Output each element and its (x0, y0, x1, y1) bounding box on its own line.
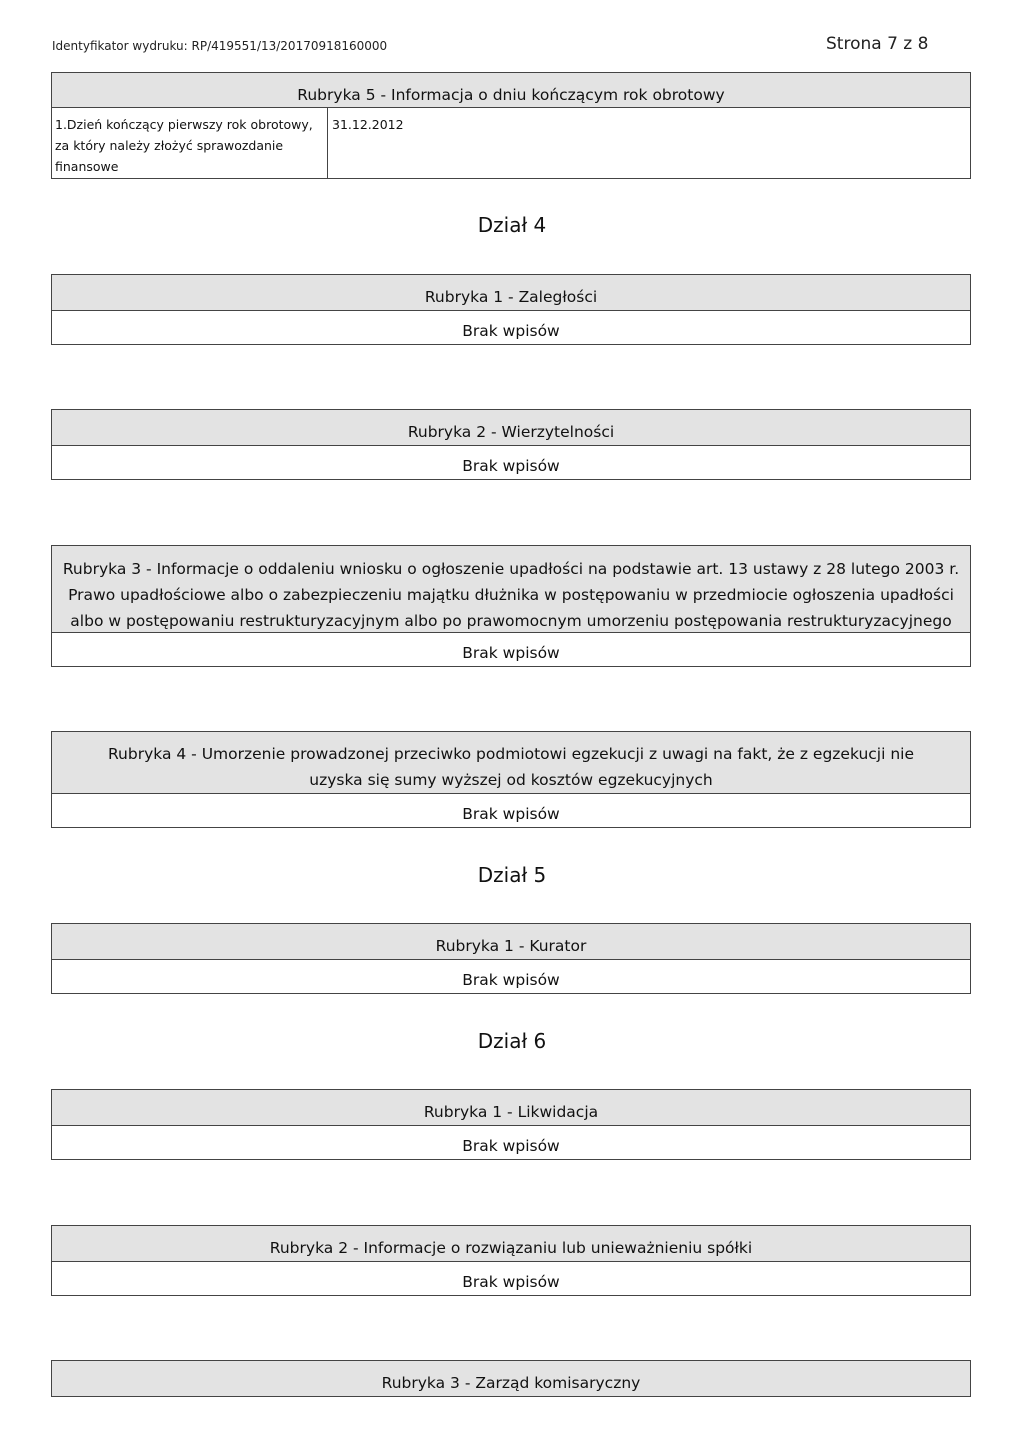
section-body: Brak wpisów (462, 971, 560, 989)
dzial4-rubryka2-section (51, 409, 971, 480)
dzial5-rubryka1-section (51, 923, 971, 994)
section-body: Brak wpisów (462, 805, 560, 823)
dzial4-rubryka4-section (51, 731, 971, 828)
field-label: 1.Dzień kończący pierwszy rok obrotowy, za który należy złożyć sprawozdanie finansowe (52, 108, 328, 178)
section-body: Brak wpisów (462, 322, 560, 340)
rubryka5-section (51, 72, 971, 179)
section-body: Brak wpisów (462, 1273, 560, 1291)
dzial6-rubryka1-section (51, 1089, 971, 1160)
section-heading: Rubryka 1 - Zaległości (52, 275, 970, 311)
section-heading: Rubryka 3 - Informacje o oddaleniu wniosku o ogłoszenie upadłości na podstawie art. 13 ustawy z 28 lutego 2003 r. Prawo upadłościowe albo o zabezpieczeniu majątku dłużnika w postępowaniu w przedmiocie ogłoszenia upadłości albo w postępowaniu restrukturyzacyjnym albo po prawomocnym umorzeniu postępowania restrukturyzacyjnego (52, 546, 970, 633)
dzial4-title: Dział 4 (477, 213, 547, 237)
field-value: 31.12.2012 (332, 117, 404, 132)
section-heading: Rubryka 1 - Kurator (52, 924, 970, 960)
page-number: Strona 7 z 8 (826, 34, 929, 54)
table-row (52, 108, 970, 178)
dzial6-rubryka3-section (51, 1360, 971, 1397)
section-heading: Rubryka 4 - Umorzenie prowadzonej przeciwko podmiotowi egzekucji z uwagi na fakt, że z egzekucji nie uzyska się sumy wyższej od kosztów egzekucyjnych (52, 732, 970, 794)
section-body: Brak wpisów (462, 644, 560, 662)
section-body: Brak wpisów (462, 1137, 560, 1155)
dzial5-title: Dział 5 (477, 863, 547, 887)
section-heading: Rubryka 2 - Wierzytelności (52, 410, 970, 446)
dzial6-rubryka2-section (51, 1225, 971, 1296)
section-body: Brak wpisów (462, 457, 560, 475)
dzial4-rubryka3-section (51, 545, 971, 667)
section-heading: Rubryka 1 - Likwidacja (52, 1090, 970, 1126)
dzial6-title: Dział 6 (477, 1029, 547, 1053)
section-heading: Rubryka 5 - Informacja o dniu kończącym rok obrotowy (52, 73, 970, 108)
section-heading: Rubryka 3 - Zarząd komisaryczny (52, 1361, 970, 1396)
dzial4-rubryka1-section (51, 274, 971, 345)
section-heading: Rubryka 2 - Informacje o rozwiązaniu lub unieważnieniu spółki (52, 1226, 970, 1262)
print-identifier: Identyfikator wydruku: RP/419551/13/20170918160000 (52, 39, 388, 53)
